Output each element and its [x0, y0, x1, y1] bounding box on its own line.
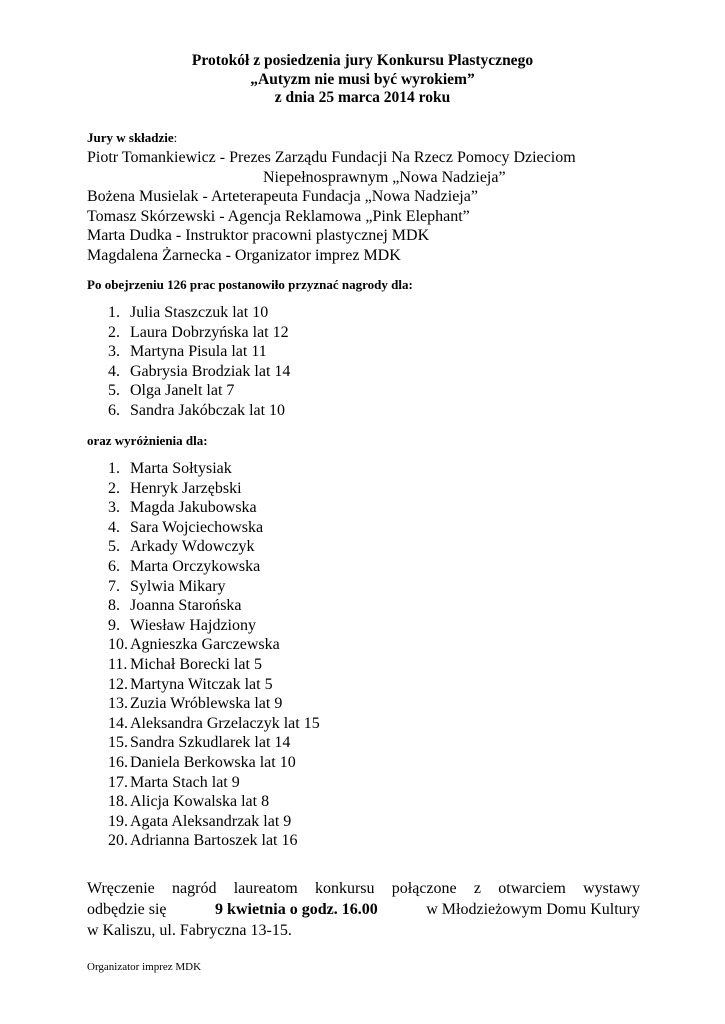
list-item: [108, 498, 320, 518]
closing-word: nagród: [172, 880, 217, 897]
list-item-number: 5.: [108, 382, 120, 400]
list-item: [108, 616, 320, 636]
list-item-text: Zuzia Wróblewska lat 9: [130, 695, 283, 713]
list-item-text: Michał Borecki lat 5: [130, 655, 262, 673]
list-item: [108, 557, 320, 577]
list-item-number: 2.: [108, 479, 120, 497]
list-item: [108, 342, 290, 362]
list-item-number: 12.: [108, 675, 128, 693]
closing-line-2: [87, 899, 640, 920]
list-item-text: Julia Staszczuk lat 10: [130, 304, 269, 321]
list-item-number: 1.: [108, 460, 120, 477]
jury-member: Marta Dudka - Instruktor pracowni plastycznej MDK: [87, 227, 430, 244]
document-title: [0, 52, 725, 108]
list-item-text: Sandra Jakóbczak lat 10: [130, 401, 286, 419]
list-item: [108, 518, 320, 538]
list-item: [108, 362, 290, 382]
list-item-number: 19.: [108, 812, 128, 830]
list-item-number: 14.: [108, 714, 128, 732]
list-item-text: Gabrysia Brodziak lat 14: [130, 362, 291, 380]
list-item: [108, 733, 320, 753]
title-line-3: z dnia 25 marca 2014 roku: [274, 89, 451, 106]
closing-line-2-end: w Młodzieżowym Domu Kultury: [426, 901, 640, 918]
list-item-number: 2.: [108, 323, 120, 341]
list-item: [108, 459, 320, 479]
list-item: [108, 714, 320, 734]
closing-word: z: [473, 880, 482, 897]
jury-members: [87, 148, 647, 265]
jury-member: Magdalena Żarnecka - Organizator imprez MDK: [87, 246, 401, 264]
list-item-text: Daniela Berkowska lat 10: [130, 753, 296, 771]
list-item-number: 7.: [108, 577, 120, 595]
closing-line-2-start: odbędzie się: [87, 901, 167, 918]
list-item: [108, 694, 320, 714]
closing-paragraph: [87, 878, 640, 941]
title-line-1: Protokół z posiedzenia jury Konkursu Plastycznego: [191, 52, 534, 69]
list-item-text: Henryk Jarzębski: [130, 479, 242, 497]
list-item: [108, 537, 320, 557]
awards-heading: Po obejrzeniu 126 prac postanowiło przyznać nagrody dla:: [87, 277, 413, 292]
list-item: [108, 381, 290, 401]
list-item-number: 18.: [108, 793, 128, 811]
list-item-number: 16.: [108, 753, 128, 771]
list-item-number: 3.: [108, 343, 120, 361]
list-item: [108, 675, 320, 695]
jury-member: Tomasz Skórzewski - Agencja Reklamowa „Pink Elephant”: [87, 207, 470, 225]
closing-line-3: w Kaliszu, ul. Fabryczna 13-15.: [87, 922, 292, 939]
distinctions-heading: oraz wyróżnienia dla:: [87, 433, 208, 448]
list-item-number: 8.: [108, 597, 120, 615]
list-item-text: Sylwia Mikary: [130, 577, 226, 595]
distinctions-list: [108, 459, 320, 851]
list-item-text: Joanna Starońska: [130, 597, 242, 615]
list-item-number: 15.: [108, 734, 128, 752]
list-item: [108, 831, 320, 851]
list-item: [108, 479, 320, 499]
list-item-text: Martyna Witczak lat 5: [130, 675, 273, 693]
list-item-number: 6.: [108, 401, 120, 419]
list-item-number: 6.: [108, 557, 120, 575]
footer-signature: Organizator imprez MDK: [87, 961, 202, 973]
jury-member: Bożena Musielak - Arteterapeuta Fundacja „Nowa Nadzieja”: [87, 188, 478, 205]
jury-heading-label: Jury w składzie: [87, 130, 174, 145]
closing-word: Wręczenie: [87, 880, 155, 897]
list-item: [108, 655, 320, 675]
closing-line-1: [87, 878, 640, 899]
list-item-text: Sara Wojciechowska: [130, 518, 264, 536]
list-item-text: Wiesław Hajdziony: [130, 616, 256, 634]
list-item-text: Olga Janelt lat 7: [130, 382, 235, 400]
list-item-text: Marta Stach lat 9: [130, 773, 240, 791]
list-item-text: Alicja Kowalska lat 8: [130, 793, 270, 811]
awards-list: [108, 303, 290, 421]
jury-member-continuation: Niepełnosprawnym „Nowa Nadzieja”: [263, 168, 506, 186]
list-item-text: Agata Aleksandrzak lat 9: [130, 812, 292, 830]
jury-heading-colon: :: [173, 130, 178, 145]
list-item: [108, 577, 320, 597]
list-item-number: 5.: [108, 538, 120, 556]
list-item-number: 20.: [108, 832, 128, 850]
list-item-number: 17.: [108, 773, 128, 791]
jury-heading: [87, 130, 177, 146]
list-item: [108, 323, 290, 343]
closing-word: wystawy: [583, 880, 640, 897]
list-item-text: Magda Jakubowska: [130, 499, 257, 517]
list-item: [108, 635, 320, 655]
closing-word: otwarciem: [498, 880, 566, 897]
list-item: [108, 792, 320, 812]
list-item-number: 1.: [108, 304, 120, 321]
list-item: [108, 596, 320, 616]
list-item: [108, 303, 290, 323]
closing-word: połączone: [391, 880, 457, 897]
list-item-number: 3.: [108, 499, 120, 517]
list-item-number: 10.: [108, 636, 128, 654]
event-date-time: 9 kwietnia o godz. 16.00: [215, 901, 378, 918]
list-item-number: 4.: [108, 362, 120, 380]
list-item-text: Arkady Wdowczyk: [130, 538, 255, 556]
closing-word: laureatom: [233, 880, 298, 897]
list-item-text: Martyna Pisula lat 11: [130, 343, 267, 361]
list-item-number: 13.: [108, 695, 128, 713]
list-item-text: Aleksandra Grzelaczyk lat 15: [130, 714, 320, 732]
list-item-text: Marta Orczykowska: [130, 557, 261, 575]
title-line-2: „Autyzm nie musi być wyrokiem”: [250, 70, 475, 88]
list-item: [108, 753, 320, 773]
list-item-text: Marta Sołtysiak: [130, 460, 232, 477]
list-item-text: Agnieszka Garczewska: [130, 636, 280, 654]
list-item-text: Adrianna Bartoszek lat 16: [130, 832, 298, 850]
list-item-text: Sandra Szkudlarek lat 14: [130, 734, 291, 752]
list-item-number: 9.: [108, 616, 120, 634]
jury-member: Piotr Tomankiewicz - Prezes Zarządu Fundacji Na Rzecz Pomocy Dzieciom: [87, 149, 576, 166]
list-item-number: 11.: [108, 655, 128, 673]
list-item-number: 4.: [108, 518, 120, 536]
list-item-text: Laura Dobrzyńska lat 12: [130, 323, 289, 341]
list-item: [108, 773, 320, 793]
list-item: [108, 401, 290, 421]
closing-word: konkursu: [314, 880, 375, 897]
list-item: [108, 812, 320, 832]
